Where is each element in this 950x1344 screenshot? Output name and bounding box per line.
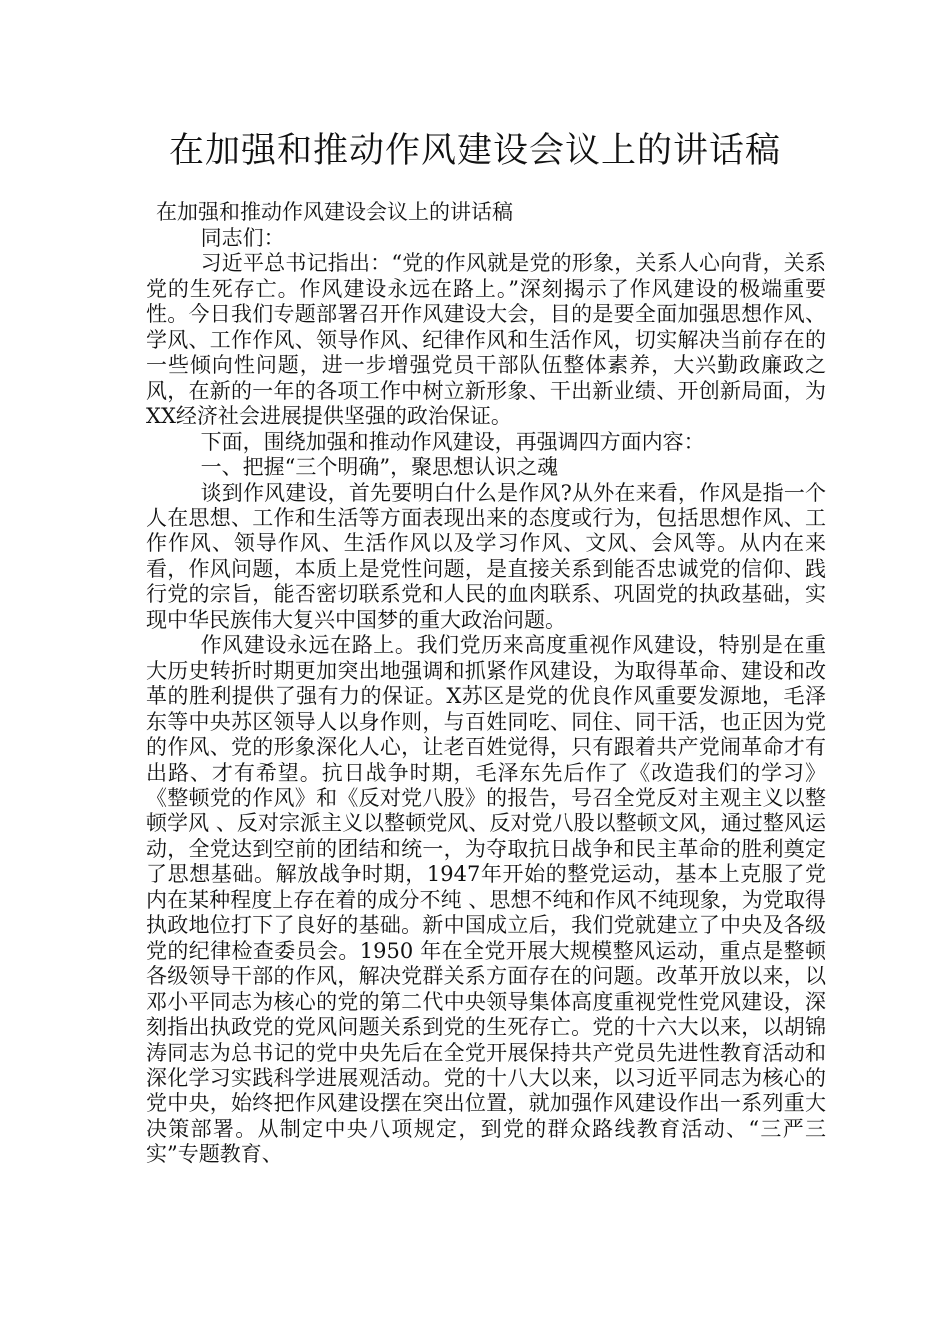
- document-body: [146, 226, 826, 1168]
- document-subtitle: 在加强和推动作风建设会议上的讲话稿: [156, 200, 513, 224]
- section-heading: 一、把握“三个明确”，聚思想认识之魂: [200, 455, 559, 480]
- body-paragraph: 习近平总书记指出：“党的作风就是党的形象，关系人心向背，关系党的生死存亡。作风建设永远在路上。”深刻揭示了作风建设的极端重要性。今日我们专题部署召开作风建设大会，目的是要全面加强思想作风、学风、工作作风、领导作风、纪律作风和生活作风，切实解决当前存在的一些倾向性问题，进一步增强党员干部队伍整体素养，大兴勤政廉政之风，在新的一年的各项工作中树立新形象、干出新业绩、开创新局面，为XX经济社会进展提供坚强的政治保证。: [146, 251, 826, 429]
- salutation-paragraph: 同志们：: [200, 226, 285, 250]
- body-paragraph: 作风建设永远在路上。我们党历来高度重视作风建设，特别是在重大历史转折时期更加突出地强调和抓紧作风建设，为取得革命、建设和改革的胜利提供了强有力的保证。X苏区是党的优良作风重要发源地，毛泽东等中央苏区领导人以身作则，与百姓同吃、同住、同干活，也正因为党的作风、党的形象深化人心，让老百姓觉得，只有跟着共产党闹革命才有出路、才有希望。抗日战争时期，毛泽东先后作了《改造我们的学习》《整顿党的作风》和《反对党八股》的报告，号召全党反对主观主义以整顿学风 、反对宗派主义以整顿党风、反对党八股以整顿文风，通过整风运动，全党达到空前的团结和统一，为夺取抗日战争和民主革命的胜利奠定了思想基础。解放战争时期，1947年开始的整党运动，基本上克服了党内在某种程度上存在着的成分不纯 、思想不纯和作风不纯现象，为党取得执政地位打下了良好的基础。新中国成立后，我们党就建立了中央及各级党的纪律检查委员会。1950 年在全党开展大规模整风运动，重点是整顿各级领导干部的作风，解决党群关系方面存在的问题。改革开放以来，以邓小平同志为核心的党的第二代中央领导集体高度重视党性党风建设，深刻指出执政党的党风问题关系到党的生死存亡。党的十六大以来，以胡锦涛同志为总书记的党中央先后在全党开展保持共产党员先进性教育活动和深化学习实践科学进展观活动。党的十八大以来，以习近平同志为核心的党中央，始终把作风建设摆在突出位置，就加强作风建设作出一系列重大决策部署。从制定中央八项规定，到党的群众路线教育活动、“三严三实”专题教育、: [146, 633, 826, 1167]
- body-paragraph: 下面，围绕加强和推动作风建设，再强调四方面内容：: [200, 429, 705, 454]
- body-paragraph: 谈到作风建设，首先要明白什么是作风?从外在来看，作风是指一个人在思想、工作和生活等方面表现出来的态度或行为，包括思想作风、工作作风、领导作风、生活作风以及学习作风、文风、会风等。从内在来看，作风问题，本质上是党性问题，是直接关系到能否忠诚党的信仰、践行党的宗旨，能否密切联系党和人民的血肉联系、巩固党的执政基础，实现中华民族伟大复兴中国梦的重大政治问题。: [146, 480, 826, 632]
- document-title: 在加强和推动作风建设会议上的讲话稿: [168, 131, 781, 171]
